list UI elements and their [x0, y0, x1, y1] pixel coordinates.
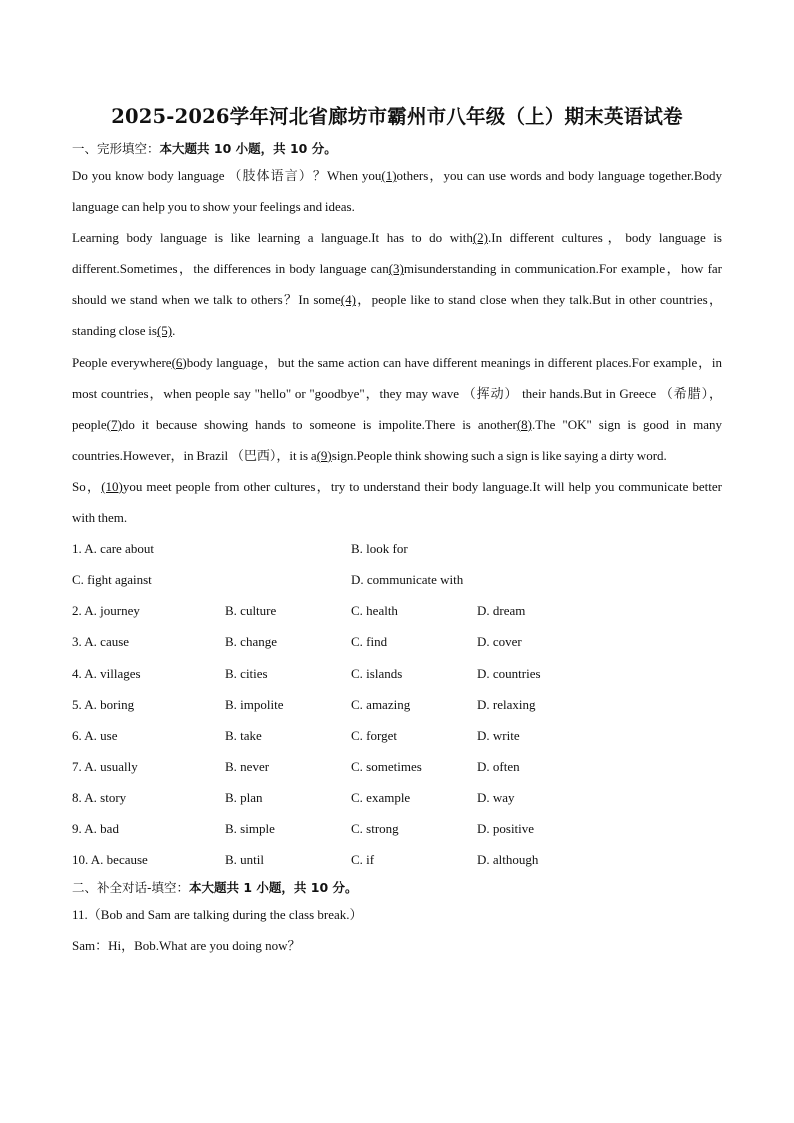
passage-paragraph-2: Learning body language is like learning a language.It has to do with(2).In different cultures，body language is different.Sometimes，the differences in body language can(3)misunderstanding in communication.For example，how far should we stand when we talk to others？In some(4)，people like to stand close when they talk.But in other countries，standing close is(5). — [72, 230, 723, 339]
blank-2: (2) — [472, 230, 488, 246]
question-7-option-d: D. often — [477, 758, 520, 774]
question-1-option-c: C. fight against — [72, 572, 152, 588]
blank-3: (3) — [388, 261, 404, 277]
question-5-option-d: D. relaxing — [477, 696, 536, 712]
section-1-description: 本大题共 10 小题，共 10 分。 — [159, 141, 337, 156]
blank-5: (5) — [156, 323, 173, 339]
section-2-prefix: 二、补全对话-填空： — [72, 880, 190, 896]
question-6-option-a: 6. A. use — [72, 727, 118, 743]
question-9-option-d: D. positive — [477, 820, 535, 836]
question-8-options — [72, 782, 722, 813]
section-2-heading — [72, 877, 722, 899]
question-7-option-b: B. never — [225, 758, 270, 774]
question-8-option-b: B. plan — [225, 789, 263, 805]
question-7-option-c: C. sometimes — [351, 758, 422, 774]
question-3-option-a: 3. A. cause — [72, 634, 130, 650]
question-8-option-a: 8. A. story — [72, 789, 127, 805]
question-10-options — [72, 844, 722, 875]
blank-1: (1) — [381, 168, 397, 183]
question-10-option-c: C. if — [351, 852, 375, 868]
question-1-option-a: 1. A. care about — [72, 541, 154, 557]
question-4-option-c: C. islands — [351, 665, 403, 681]
dialogue-intro: 11.（Bob and Sam are talking during the class break.） — [72, 907, 363, 923]
exam-title: 2025-2026学年河北省廊坊市霸州市八年级（上）期末英语试卷 — [111, 105, 683, 128]
question-4-option-a: 4. A. villages — [72, 665, 141, 681]
question-9-option-a: 9. A. bad — [72, 820, 119, 836]
section-1-heading — [72, 138, 722, 160]
question-8-option-d: D. way — [477, 789, 515, 805]
question-10-option-b: B. until — [225, 852, 265, 868]
question-10-option-d: D. although — [477, 852, 539, 868]
blank-9: (9) — [316, 447, 332, 463]
question-6-option-b: B. take — [225, 727, 262, 743]
question-3-option-b: B. change — [225, 634, 277, 650]
question-9-option-b: B. simple — [225, 820, 275, 836]
question-2-options — [72, 595, 722, 626]
question-1-row-a — [72, 533, 722, 564]
question-6-option-d: D. write — [477, 727, 520, 743]
answer-options — [72, 533, 722, 875]
blank-7: (7) — [106, 416, 122, 432]
question-5-option-b: B. impolite — [225, 696, 284, 712]
passage-paragraph-4: So，(10)you meet people from other cultures，try to understand their body language.It will help you communicate better with them. — [72, 478, 722, 526]
question-2-option-b: B. culture — [225, 603, 277, 619]
question-4-option-b: B. cities — [225, 665, 268, 681]
dialogue-section — [72, 899, 722, 961]
question-5-option-a: 5. A. boring — [72, 696, 135, 712]
question-5-options — [72, 689, 722, 720]
question-1-option-b: B. look for — [351, 541, 408, 557]
blank-4: (4) — [340, 292, 356, 308]
blank-6: (6) — [171, 354, 187, 370]
passage-paragraph-1: Do you know body language （肢体语言）？When you(1)others，you can use words and body language together.Body language can help you to show your feelings and ideas. — [72, 168, 722, 215]
question-9-options — [72, 813, 722, 844]
question-10-option-a: 10. A. because — [72, 852, 148, 868]
question-3-option-d: D. cover — [477, 634, 522, 650]
question-5-option-c: C. amazing — [351, 696, 411, 712]
question-8-option-c: C. example — [351, 789, 411, 805]
blank-8: (8) — [516, 416, 532, 432]
question-1-row-b — [72, 564, 722, 595]
question-3-options — [72, 626, 722, 657]
question-2-option-a: 2. A. journey — [72, 603, 140, 619]
question-7-option-a: 7. A. usually — [72, 758, 138, 774]
dialogue-line-1: Sam：Hi，Bob.What are you doing now？ — [72, 938, 301, 954]
question-7-options — [72, 751, 722, 782]
question-2-option-d: D. dream — [477, 603, 526, 619]
section-2-description: 本大题共 1 小题，共 10 分。 — [189, 880, 358, 896]
cloze-passage — [72, 160, 722, 533]
question-1-option-d: D. communicate with — [351, 572, 464, 588]
passage-paragraph-3: People everywhere(6)body language，but the same action can have different meanings in different places.For example，in most countries，when people say "hello" or "goodbye"，they may wave （挥动） their hands.But in Greece （希腊），people(7)do it because showing hands to someone is impolite.There is another(8).The "OK" sign is good in many countries.However，in Brazil （巴西），it is a(9)sign.People think showing such a sign is like saying a dirty word. — [72, 354, 723, 463]
question-9-option-c: C. strong — [351, 820, 399, 836]
blank-10: (10) — [101, 478, 123, 494]
section-1-prefix: 一、完形填空： — [72, 141, 160, 156]
question-3-option-c: C. find — [351, 634, 388, 650]
question-4-option-d: D. countries — [477, 665, 541, 681]
question-6-options — [72, 720, 722, 751]
question-4-options — [72, 658, 722, 689]
question-2-option-c: C. health — [351, 603, 398, 619]
question-6-option-c: C. forget — [351, 727, 397, 743]
